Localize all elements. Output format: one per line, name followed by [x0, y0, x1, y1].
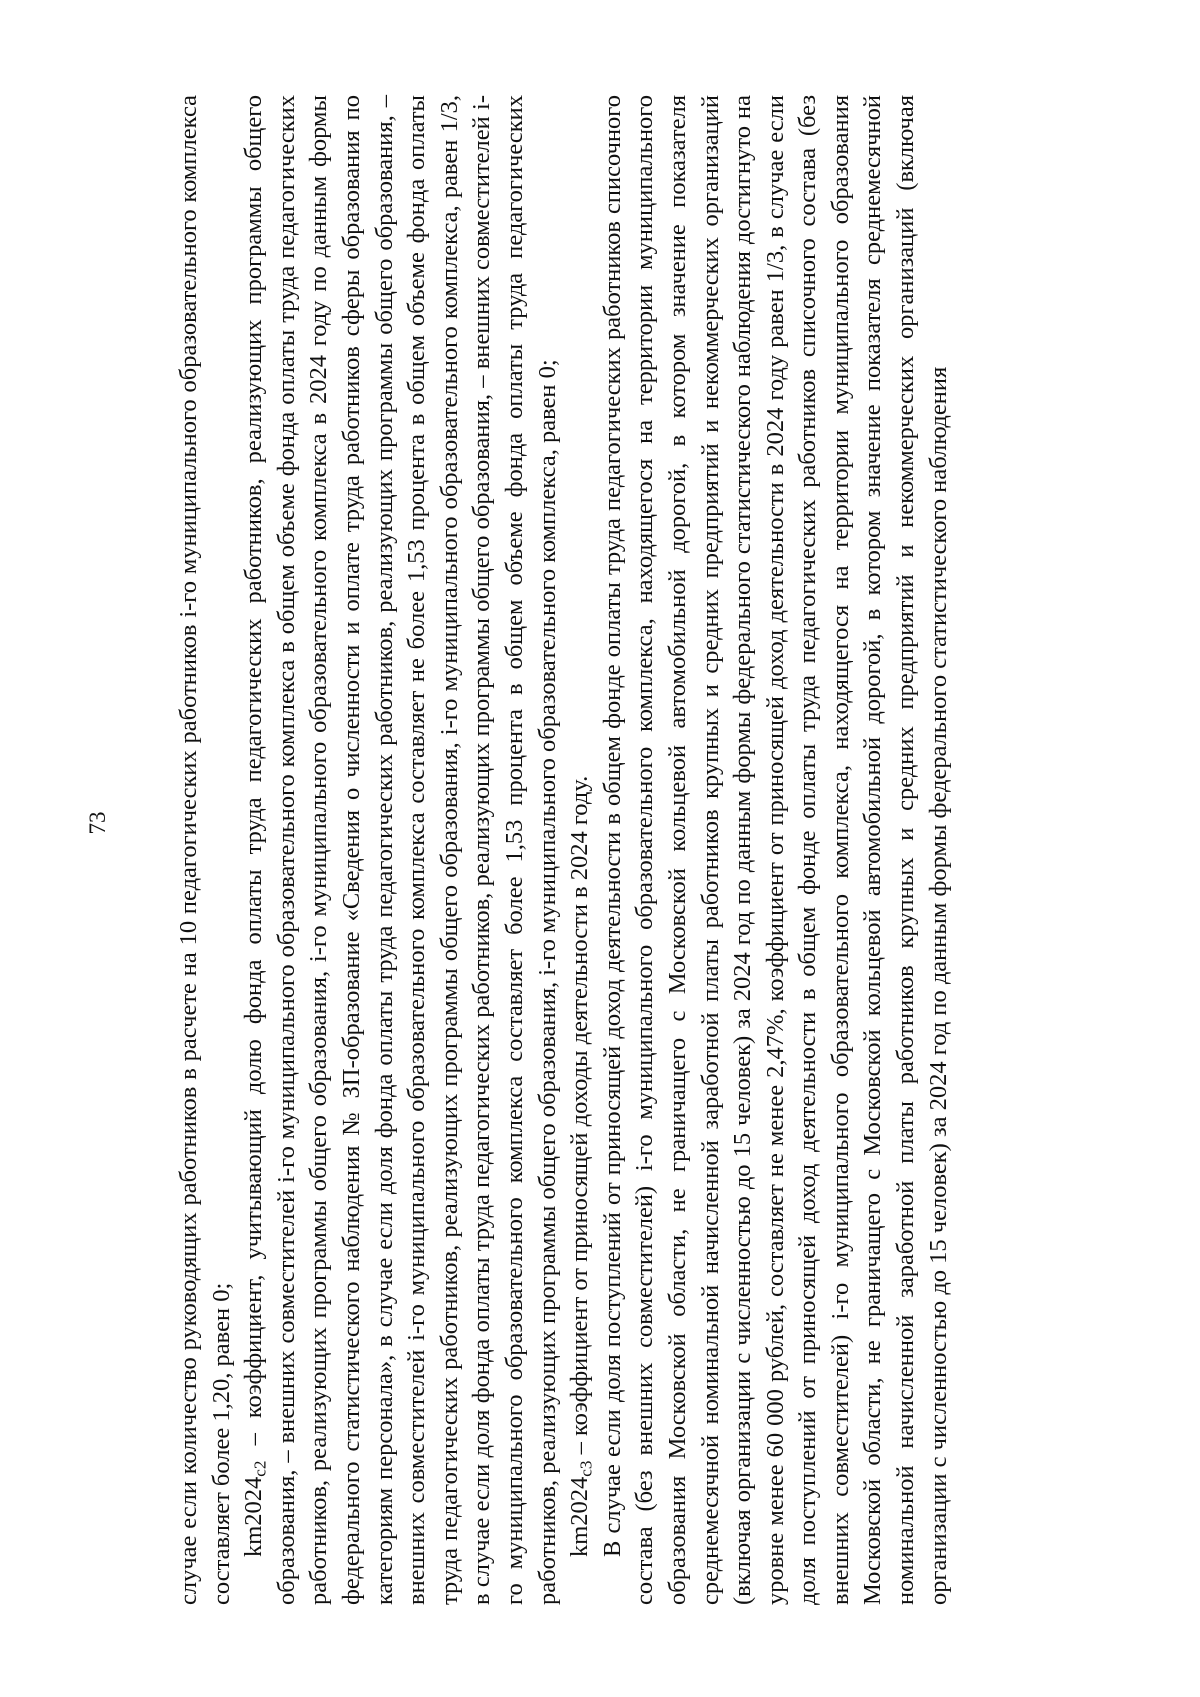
term-km2024-c3: km2024: [566, 1476, 594, 1557]
term-subscript-c2: с2: [250, 1460, 270, 1477]
page-number: 73: [85, 811, 110, 835]
paragraph-1-text: случае если количество руководящих работников в расчете на 10 педагогических работников i-го муниципального образовательного комплекса составляет более 1,20, равен 0;: [175, 95, 235, 1605]
paragraph-2-text: – коэффициент, учитывающий долю фонда оплаты труда педагогических работников, реализующих программы общего образования, – внешних совместителей i-го муниципального образовательного комплекса в общем объеме фонда оплаты труда педагогических работников, реализующих программы общего образования, i-го муниципального образовательного комплекса в 2024 году по данным формы федерального статистического наблюдения № ЗП-образование «Сведения о численности и оплате труда работников сферы образования по категориям персонала», в случае если доля фонда оплаты труда педагогических работников, реализующих программы общего образования, – внешних совместителей i-го муниципального образовательного комплекса составляет не более 1,53 процента в общем объеме фонда оплаты труда педагогических работников, реализующих программы общего образования, i-го муниципального образовательного комплекса, равен 1/3, в случае если доля фонда оплаты труда педагогических работников, реализующих программы общего образования, – внешних совместителей i-го муниципального образовательного комплекса составляет более 1,53 процента в общем объеме фонда оплаты труда педагогических работников, реализующих программы общего образования, i-го муниципального образовательного комплекса, равен 0;: [240, 95, 561, 1605]
paragraph-2: [238, 95, 564, 1605]
paragraph-3-text: – коэффициент от приносящей доходы деятельности в 2024 году.: [566, 775, 594, 1461]
paragraph-1: [173, 95, 238, 1605]
term-subscript-c3: с3: [576, 1460, 596, 1477]
rotated-text-block: [173, 95, 1043, 1605]
paragraph-4: [597, 95, 956, 1605]
paragraph-4-text: В случае если доля поступлений от приносящей доход деятельности в общем фонде оплаты труда педагогических работников списочного состава (без внешних совместителей) i-го муниципального образовательного комплекса, находящегося на территории муниципального образования Московской области, не граничащего с Московской кольцевой автомобильной дорогой, в котором значение показателя среднемесячной номинальной начисленной заработной платы работников крупных и средних предприятий и некоммерческих организаций (включая организации с численностью до 15 человек) за 2024 год по данным формы федерального статистического наблюдения достигнуто на уровне менее 60 000 рублей, составляет не менее 2,47%, коэффициент от приносящей доход деятельности в 2024 году равен 1/3, в случае если доля поступлений от приносящей доход деятельности в общем фонде оплаты труда педагогических работников списочного состава (без внешних совместителей) i-го муниципального образовательного комплекса, находящегося на территории муниципального образования Московской области, не граничащего с Московской кольцевой автомобильной дорогой, в котором значение показателя среднемесячной номинальной начисленной заработной платы работников крупных и средних предприятий и некоммерческих организаций (включая организации с численностью до 15 человек) за 2024 год по данным формы федерального статистического наблюдения: [598, 95, 952, 1605]
paragraph-3: [564, 95, 597, 1605]
term-km2024-c2: km2024: [240, 1476, 268, 1557]
